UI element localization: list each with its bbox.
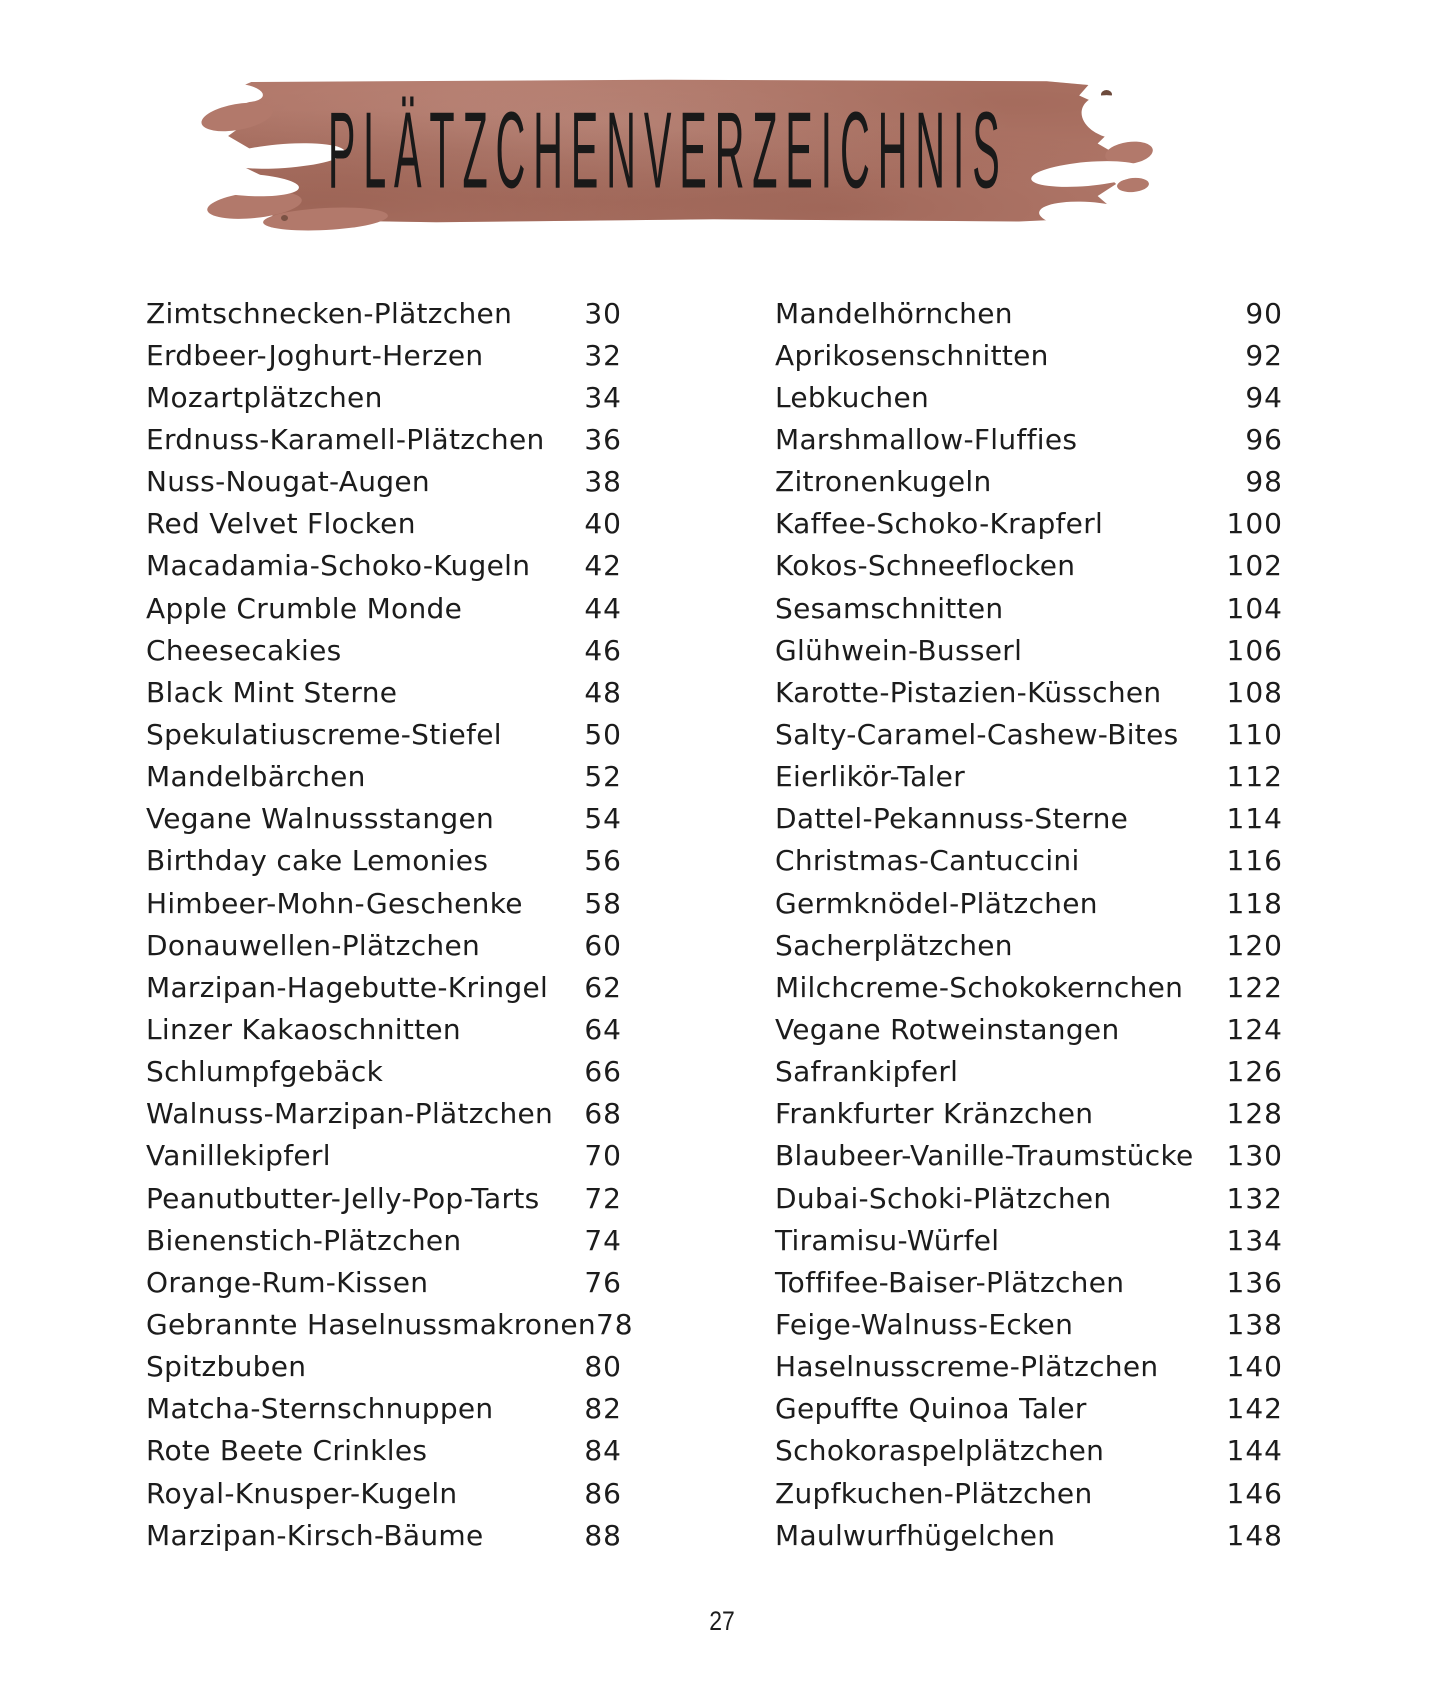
- recipe-title: Vegane Walnussstangen: [146, 802, 495, 836]
- toc-entry: [775, 1177, 1283, 1219]
- page-ref: 100: [1226, 507, 1283, 541]
- page-ref: 146: [1226, 1476, 1283, 1510]
- page-ref: 74: [584, 1223, 622, 1257]
- recipe-title: Milchcreme-Schokokernchen: [775, 970, 1184, 1004]
- toc-entry: [775, 587, 1283, 629]
- toc-entry: [775, 1514, 1283, 1556]
- toc-entry: [146, 882, 622, 924]
- recipe-title: Himbeer-Mohn-Geschenke: [146, 886, 523, 920]
- recipe-title: Kokos-Schneeflocken: [775, 549, 1076, 583]
- page-ref: 126: [1226, 1055, 1283, 1089]
- toc-entry: [146, 1514, 622, 1556]
- recipe-title: Linzer Kakaoschnitten: [146, 1012, 461, 1046]
- page-ref: 46: [584, 633, 622, 667]
- recipe-title: Matcha-Sternschnuppen: [146, 1392, 494, 1426]
- page-ref: 132: [1226, 1181, 1283, 1215]
- toc-entry: [775, 376, 1283, 418]
- recipe-title: Lebkuchen: [775, 380, 930, 414]
- page-ref: 120: [1226, 928, 1283, 962]
- toc-column-right: [775, 292, 1283, 1556]
- recipe-title: Eierlikör-Taler: [775, 760, 966, 794]
- recipe-title: Tiramisu-Würfel: [775, 1223, 1000, 1257]
- page-ref: 82: [584, 1392, 622, 1426]
- recipe-title: Spekulatiuscreme-Stiefel: [146, 717, 502, 751]
- recipe-title: Mozartplätzchen: [146, 380, 383, 414]
- toc-entry: [775, 1051, 1283, 1093]
- recipe-title: Germknödel-Plätzchen: [775, 886, 1098, 920]
- toc-entry: [775, 292, 1283, 334]
- page-ref: 40: [584, 507, 622, 541]
- page-ref: 64: [584, 1012, 622, 1046]
- toc-entry: [146, 1093, 622, 1135]
- recipe-title: Donauwellen-Plätzchen: [146, 928, 481, 962]
- page-ref: 72: [584, 1181, 622, 1215]
- toc-entry: [146, 1388, 622, 1430]
- page-ref: 38: [584, 465, 622, 499]
- toc-entry: [146, 1261, 622, 1303]
- recipe-title: Glühwein-Busserl: [775, 633, 1023, 667]
- toc-entry: [775, 1346, 1283, 1388]
- recipe-title: Vanillekipferl: [146, 1139, 331, 1173]
- page-ref: 140: [1226, 1350, 1283, 1384]
- page-ref: 86: [584, 1476, 622, 1510]
- toc-entry: [775, 418, 1283, 460]
- toc-entry: [146, 1008, 622, 1050]
- page-ref: 98: [1245, 465, 1283, 499]
- recipe-title: Erdnuss-Karamell-Plätzchen: [146, 422, 545, 456]
- toc-entry: [146, 798, 622, 840]
- toc-entry: [775, 461, 1283, 503]
- page-ref: 116: [1226, 844, 1283, 878]
- toc-entry: [775, 1472, 1283, 1514]
- recipe-title: Safrankipferl: [775, 1055, 959, 1089]
- toc-entry: [146, 461, 622, 503]
- toc-entry: [146, 840, 622, 882]
- recipe-title: Haselnusscreme-Plätzchen: [775, 1350, 1159, 1384]
- toc-entry: [775, 1388, 1283, 1430]
- toc-entry: [775, 1303, 1283, 1345]
- page-ref: 88: [584, 1518, 622, 1552]
- toc-entry: [775, 840, 1283, 882]
- recipe-title: Gebrannte Haselnussmakronen: [146, 1307, 596, 1341]
- recipe-title: Marzipan-Kirsch-Bäume: [146, 1518, 484, 1552]
- page-ref: 138: [1226, 1307, 1283, 1341]
- page-ref: 50: [584, 717, 622, 751]
- recipe-title: Sacherplätzchen: [775, 928, 1013, 962]
- recipe-title: Walnuss-Marzipan-Plätzchen: [146, 1097, 554, 1131]
- page-ref: 32: [584, 338, 622, 372]
- title-banner: [205, 76, 1130, 226]
- page-ref: 42: [584, 549, 622, 583]
- page-ref: 108: [1226, 675, 1283, 709]
- page-ref: 62: [584, 970, 622, 1004]
- recipe-title: Macadamia-Schoko-Kugeln: [146, 549, 531, 583]
- toc-entry: [146, 1346, 622, 1388]
- page-ref: 92: [1245, 338, 1283, 372]
- toc-entry: [146, 671, 622, 713]
- page-ref: 80: [584, 1350, 622, 1384]
- page-ref: 136: [1226, 1265, 1283, 1299]
- page-ref: 68: [584, 1097, 622, 1131]
- toc-entry: [146, 924, 622, 966]
- recipe-title: Sesamschnitten: [775, 591, 1004, 625]
- toc-entry: [775, 966, 1283, 1008]
- page-ref: 96: [1245, 422, 1283, 456]
- page-ref: 110: [1226, 717, 1283, 751]
- page-ref: 70: [584, 1139, 622, 1173]
- toc-entry: [775, 798, 1283, 840]
- toc-entry: [146, 1051, 622, 1093]
- recipe-title: Orange-Rum-Kissen: [146, 1265, 429, 1299]
- toc-entry: [146, 713, 622, 755]
- toc-entry: [775, 1093, 1283, 1135]
- recipe-title: Karotte-Pistazien-Küsschen: [775, 675, 1162, 709]
- page-ref: 134: [1226, 1223, 1283, 1257]
- page-ref: 76: [584, 1265, 622, 1299]
- page-ref: 142: [1226, 1392, 1283, 1426]
- recipe-title: Erdbeer-Joghurt-Herzen: [146, 338, 484, 372]
- toc-column-left: [146, 292, 634, 1556]
- toc-entry: [775, 1008, 1283, 1050]
- toc-entry: [146, 1219, 622, 1261]
- recipe-title: Cheesecakies: [146, 633, 342, 667]
- toc-entry: [146, 587, 622, 629]
- recipe-title: Aprikosenschnitten: [775, 338, 1049, 372]
- toc-entry: [146, 629, 622, 671]
- page-ref: 44: [584, 591, 622, 625]
- recipe-title: Bienenstich-Plätzchen: [146, 1223, 462, 1257]
- toc-entry: [775, 882, 1283, 924]
- toc-entry: [775, 756, 1283, 798]
- recipe-title: Schlumpfgebäck: [146, 1055, 384, 1089]
- page-ref: 52: [584, 760, 622, 794]
- toc-entry: [146, 1430, 622, 1472]
- toc-entry: [775, 503, 1283, 545]
- recipe-title: Vegane Rotweinstangen: [775, 1012, 1120, 1046]
- toc-entry: [146, 545, 622, 587]
- page-ref: 130: [1226, 1139, 1283, 1173]
- recipe-title: Rote Beete Crinkles: [146, 1434, 428, 1468]
- page-ref: 66: [584, 1055, 622, 1089]
- page-ref: 90: [1245, 296, 1283, 330]
- page-ref: 148: [1226, 1518, 1283, 1552]
- toc-entry: [775, 924, 1283, 966]
- toc-entry: [775, 713, 1283, 755]
- recipe-title: Marshmallow-Fluffies: [775, 422, 1078, 456]
- page-ref: 122: [1226, 970, 1283, 1004]
- page-ref: 144: [1226, 1434, 1283, 1468]
- toc-entry: [146, 418, 622, 460]
- page-ref: 106: [1226, 633, 1283, 667]
- recipe-title: Toffifee-Baiser-Plätzchen: [775, 1265, 1125, 1299]
- page-ref: 54: [584, 802, 622, 836]
- page-title: PLÄTZCHENVERZEICHNIS: [327, 90, 1008, 212]
- recipe-title: Frankfurter Kränzchen: [775, 1097, 1094, 1131]
- page-ref: 48: [584, 675, 622, 709]
- page-ref: 60: [584, 928, 622, 962]
- page-ref: 30: [584, 296, 622, 330]
- recipe-title: Zitronenkugeln: [775, 465, 992, 499]
- page-ref: 124: [1226, 1012, 1283, 1046]
- page-ref: 58: [584, 886, 622, 920]
- recipe-title: Dubai-Schoki-Plätzchen: [775, 1181, 1112, 1215]
- recipe-title: Maulwurfhügelchen: [775, 1518, 1056, 1552]
- recipe-title: Royal-Knusper-Kugeln: [146, 1476, 458, 1510]
- recipe-title: Schokoraspelplätzchen: [775, 1434, 1105, 1468]
- recipe-title: Mandelbärchen: [146, 760, 366, 794]
- toc-entry: [775, 334, 1283, 376]
- recipe-title: Salty-Caramel-Cashew-Bites: [775, 717, 1179, 751]
- recipe-title: Red Velvet Flocken: [146, 507, 416, 541]
- page-ref: 112: [1226, 760, 1283, 794]
- page-ref: 36: [584, 422, 622, 456]
- folio: [0, 1606, 1445, 1637]
- toc-entry: [146, 1177, 622, 1219]
- toc-entry: [775, 671, 1283, 713]
- page-ref: 94: [1245, 380, 1283, 414]
- recipe-title: Dattel-Pekannuss-Sterne: [775, 802, 1129, 836]
- page-number: 27: [709, 1606, 736, 1636]
- toc-entry: [146, 376, 622, 418]
- toc-entry: [146, 1135, 622, 1177]
- recipe-title: Apple Crumble Monde: [146, 591, 463, 625]
- toc-entry: [775, 1135, 1283, 1177]
- page-ref: 114: [1226, 802, 1283, 836]
- page-ref: 78: [595, 1307, 634, 1341]
- recipe-title: Mandelhörnchen: [775, 296, 1013, 330]
- page-ref: 104: [1226, 591, 1283, 625]
- page-ref: 84: [584, 1434, 622, 1468]
- toc-entry: [146, 1303, 634, 1345]
- page-ref: 128: [1226, 1097, 1283, 1131]
- page-ref: 56: [584, 844, 622, 878]
- toc-entry: [146, 334, 622, 376]
- recipe-title: Gepuffte Quinoa Taler: [775, 1392, 1087, 1426]
- toc-entry: [775, 1261, 1283, 1303]
- recipe-title: Nuss-Nougat-Augen: [146, 465, 430, 499]
- toc-entry: [146, 966, 622, 1008]
- recipe-title: Marzipan-Hagebutte-Kringel: [146, 970, 549, 1004]
- recipe-title: Christmas-Cantuccini: [775, 844, 1080, 878]
- recipe-title: Feige-Walnuss-Ecken: [775, 1307, 1074, 1341]
- page-ref: 102: [1226, 549, 1283, 583]
- recipe-title: Kaffee-Schoko-Krapferl: [775, 507, 1104, 541]
- recipe-title: Black Mint Sterne: [146, 675, 398, 709]
- recipe-title: Zimtschnecken-Plätzchen: [146, 296, 513, 330]
- recipe-title: Birthday cake Lemonies: [146, 844, 489, 878]
- toc-entry: [146, 1472, 622, 1514]
- page-ref: 34: [584, 380, 622, 414]
- recipe-title: Spitzbuben: [146, 1350, 307, 1384]
- recipe-title: Blaubeer-Vanille-Traumstücke: [775, 1139, 1194, 1173]
- recipe-title: Zupfkuchen-Plätzchen: [775, 1476, 1093, 1510]
- recipe-title: Peanutbutter-Jelly-Pop-Tarts: [146, 1181, 540, 1215]
- toc-entry: [775, 629, 1283, 671]
- toc-entry: [146, 292, 622, 334]
- toc-entry: [146, 503, 622, 545]
- toc-entry: [775, 1430, 1283, 1472]
- page-ref: 118: [1226, 886, 1283, 920]
- toc-entry: [146, 756, 622, 798]
- toc-entry: [775, 545, 1283, 587]
- toc-entry: [775, 1219, 1283, 1261]
